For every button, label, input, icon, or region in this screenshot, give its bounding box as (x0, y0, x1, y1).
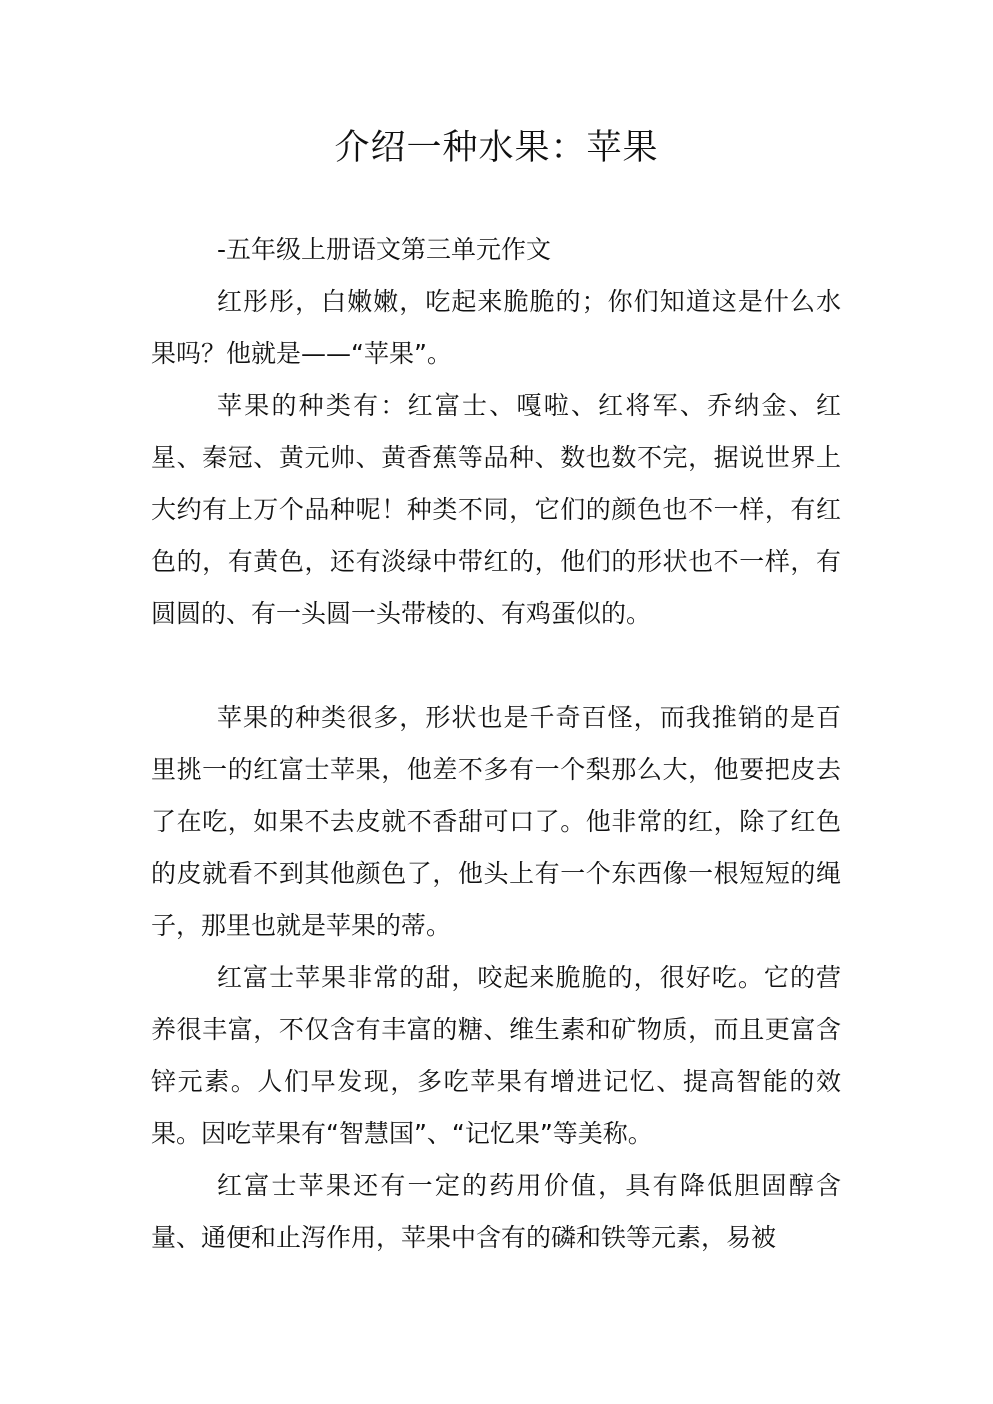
medicinal-value-paragraph: 红富士苹果还有一定的药用价值，具有降低胆固醇含量、通便和止泻作用，苹果中含有的磷和铁等元素，易被 (151, 1171, 841, 1252)
intro-paragraph: 红彤彤，白嫩嫩，吃起来脆脆的；你们知道这是什么水果吗？他就是——“苹果”。 (151, 287, 841, 368)
nutrition-paragraph: 红富士苹果非常的甜，咬起来脆脆的，很好吃。它的营养很丰富，不仅含有丰富的糖、维生素和矿物质，而且更富含锌元素。人们早发现，多吃苹果有增进记忆、提高智能的效果。因吃苹果有“智慧国”、“记忆果”等美称。 (151, 963, 841, 1148)
document-body (151, 224, 841, 1264)
subtitle-paragraph: -五年级上册语文第三单元作文 (217, 235, 552, 264)
varieties-paragraph: 苹果的种类有：红富士、嘎啦、红将军、乔纳金、红星、秦冠、黄元帅、黄香蕉等品种、数也数不完，据说世界上大约有上万个品种呢！种类不同，它们的颜色也不一样，有红色的，有黄色，还有淡绿中带红的，他们的形状也不一样，有圆圆的、有一头圆一头带棱的、有鸡蛋似的。 (151, 391, 841, 628)
document-title: 介绍一种水果：苹果 (334, 128, 659, 168)
red-fuji-description-paragraph: 苹果的种类很多，形状也是千奇百怪，而我推销的是百里挑一的红富士苹果，他差不多有一个梨那么大，他要把皮去了在吃，如果不去皮就不香甜可口了。他非常的红，除了红色的皮就看不到其他颜色了，他头上有一个东西像一根短短的绳子，那里也就是苹果的蒂。 (151, 703, 841, 940)
